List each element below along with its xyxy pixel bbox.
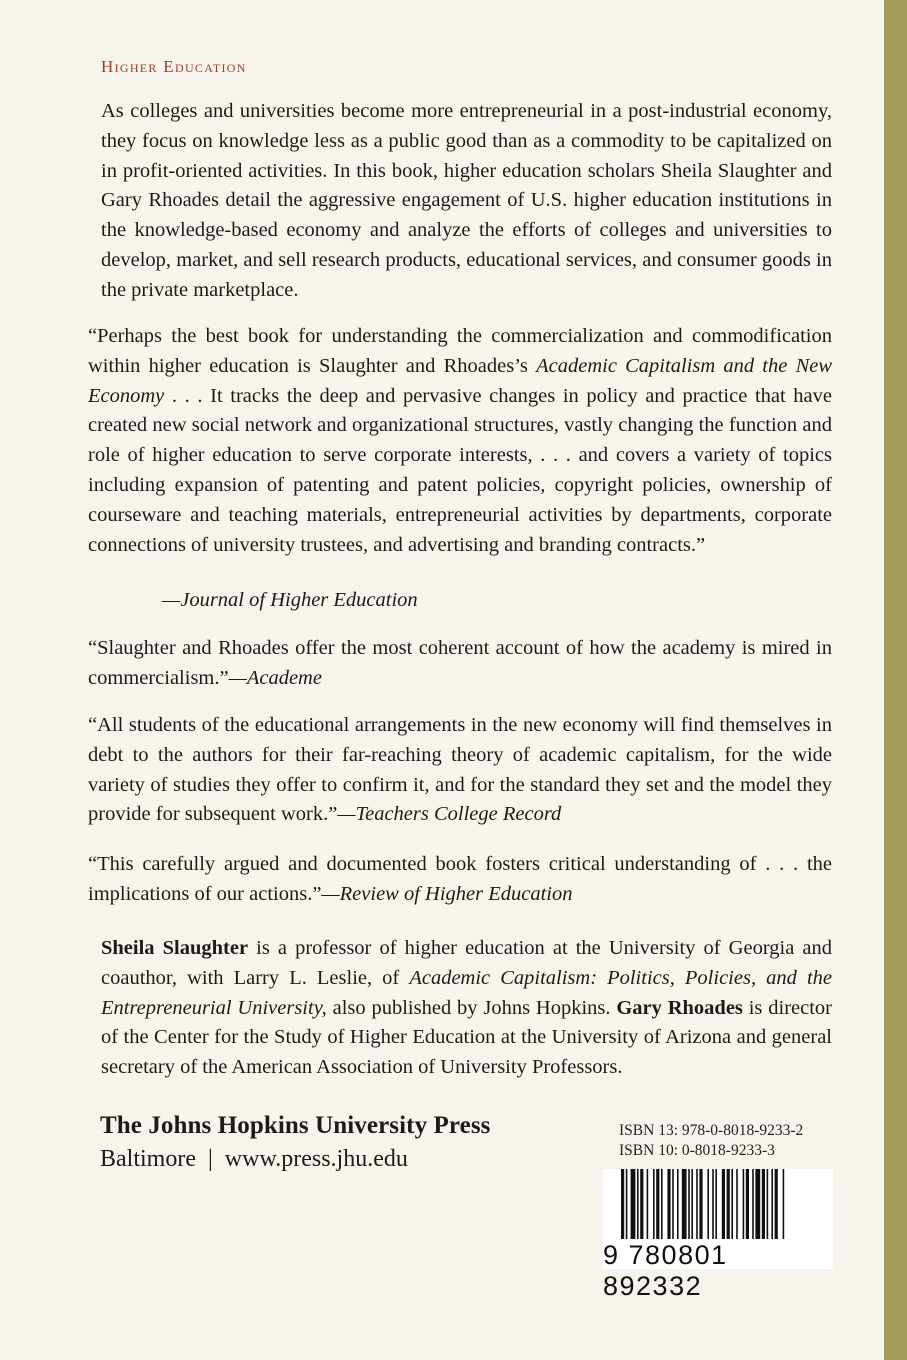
- barcode-bar: [661, 1169, 663, 1239]
- bio-book-title: Academic Capitalism: Politics, Policies, and the Entrepreneurial University,: [101, 966, 832, 1019]
- quote-text: “Slaughter and Rhoades offer the most coherent account of how the academy is mired in commercialism.”: [88, 637, 832, 689]
- barcode-bar: [696, 1169, 698, 1239]
- barcode-bar: [762, 1169, 765, 1239]
- publisher-location: [100, 1146, 408, 1173]
- spine-edge: [884, 0, 907, 1360]
- barcode-bar: [626, 1169, 628, 1239]
- barcode-bar: [727, 1169, 730, 1239]
- barcode-bar: [755, 1169, 760, 1239]
- quote-source: —Academe: [228, 666, 322, 689]
- publisher-city: Baltimore: [100, 1146, 196, 1172]
- quote-text-before: “Perhaps the best book for understanding the commercialization and commodification within higher education is Slaughter and Rhoades’s: [88, 325, 832, 377]
- barcode-bar: [682, 1169, 687, 1239]
- quote-source: —Teachers College Record: [337, 803, 562, 826]
- barcode-bar: [767, 1169, 769, 1239]
- barcode-bar: [688, 1169, 690, 1239]
- quote-academe: [88, 634, 832, 694]
- isbn-10: ISBN 10: 0-8018-9233-3: [619, 1142, 775, 1159]
- author-name-rhoades: Gary Rhoades: [616, 996, 743, 1019]
- barcode-bar: [736, 1169, 738, 1239]
- quote-source: —Journal of Higher Education: [162, 589, 418, 611]
- barcode-bar: [667, 1169, 670, 1239]
- quote-text: “This carefully argued and documented book fosters critical understanding of . . . the implications of our actions.”: [88, 853, 832, 905]
- bio-text: also published by Johns Hopkins.: [326, 996, 617, 1019]
- barcode-bar: [640, 1169, 643, 1239]
- quote-source: —Review of Higher Education: [321, 882, 573, 905]
- barcode-bar: [621, 1169, 624, 1239]
- barcode-bar: [731, 1169, 733, 1239]
- barcode-bar: [699, 1169, 702, 1239]
- barcode-bar: [743, 1169, 745, 1239]
- barcode-bar: [637, 1169, 639, 1239]
- barcode-bar: [746, 1169, 749, 1239]
- description-paragraph: As colleges and universities become more entrepreneurial in a post-industrial economy, they focus on knowledge less as a public good than as a commodity to be capitalized on in profit-oriented activities. In this book, higher education scholars Sheila Slaughter and Gary Rhoades detail the aggressive engagement of U.S. higher education institutions in the knowledge-based economy and analyze the efforts of colleges and universities to develop, market, and sell research products, educational services, and consumer goods in the private marketplace.: [101, 100, 832, 301]
- barcode-bar: [771, 1169, 773, 1239]
- publisher-url: www.press.jhu.edu: [224, 1146, 408, 1172]
- barcode-bar: [653, 1169, 655, 1239]
- bio-text: is director of the Center for the Study of Higher Education at the University of Arizona and general secretary of the American Association of University Professors.: [101, 996, 832, 1079]
- series-label: Higher Education: [101, 57, 247, 76]
- barcode-bar: [631, 1169, 636, 1239]
- author-bio: [101, 934, 832, 1083]
- quote-text: “All students of the educational arrangements in the new economy will find themselves in debt to the authors for their far-reaching theory of academic capitalism, for the wide variety of studies they offer to confirm it, and for the standard they set and the model they provide for subsequent work.”: [88, 714, 832, 826]
- quote-book-title: Academic Capitalism and the New Economy: [88, 354, 833, 407]
- barcode-bar: [722, 1169, 725, 1239]
- barcode-bar: [647, 1169, 649, 1239]
- barcode-bar: [752, 1169, 754, 1239]
- barcode-bar: [707, 1169, 709, 1239]
- barcode-bar: [691, 1169, 693, 1239]
- bio-text: is a professor of higher education at the University of Georgia and coauthor, with Larry L. Leslie, of: [101, 937, 833, 989]
- quote-teachers-college-record: [88, 711, 832, 830]
- barcode-bar: [783, 1169, 785, 1239]
- barcode-bar: [672, 1169, 674, 1239]
- quote-text-after: . . . It tracks the deep and pervasive changes in policy and practice that have created new social network and organizational structures, vastly changing the function and role of higher education to serve corporate interests, . . . and covers a variety of topics including expansion of patenting and patent policies, copyright policies, ownership of courseware and teaching materials, entrepreneurial activities by departments, corporate connections of university trustees, and advertising and branding contracts.”: [88, 384, 832, 556]
- quote-review-higher-education: [88, 850, 832, 910]
- barcode-bar: [712, 1169, 714, 1239]
- publisher-separator: |: [207, 1146, 213, 1172]
- quote-journal-higher-education: [88, 322, 832, 560]
- isbn-13: ISBN 13: 978-0-8018-9233-2: [619, 1122, 804, 1139]
- barcode-bar: [677, 1169, 679, 1239]
- author-name-slaughter: Sheila Slaughter: [101, 937, 249, 959]
- barcode-bar: [775, 1169, 778, 1239]
- barcode-number: 9 780801 892332: [603, 1240, 728, 1301]
- publisher-name: The Johns Hopkins University Press: [100, 1112, 491, 1139]
- barcode-bar: [656, 1169, 659, 1239]
- barcode-bar: [715, 1169, 717, 1239]
